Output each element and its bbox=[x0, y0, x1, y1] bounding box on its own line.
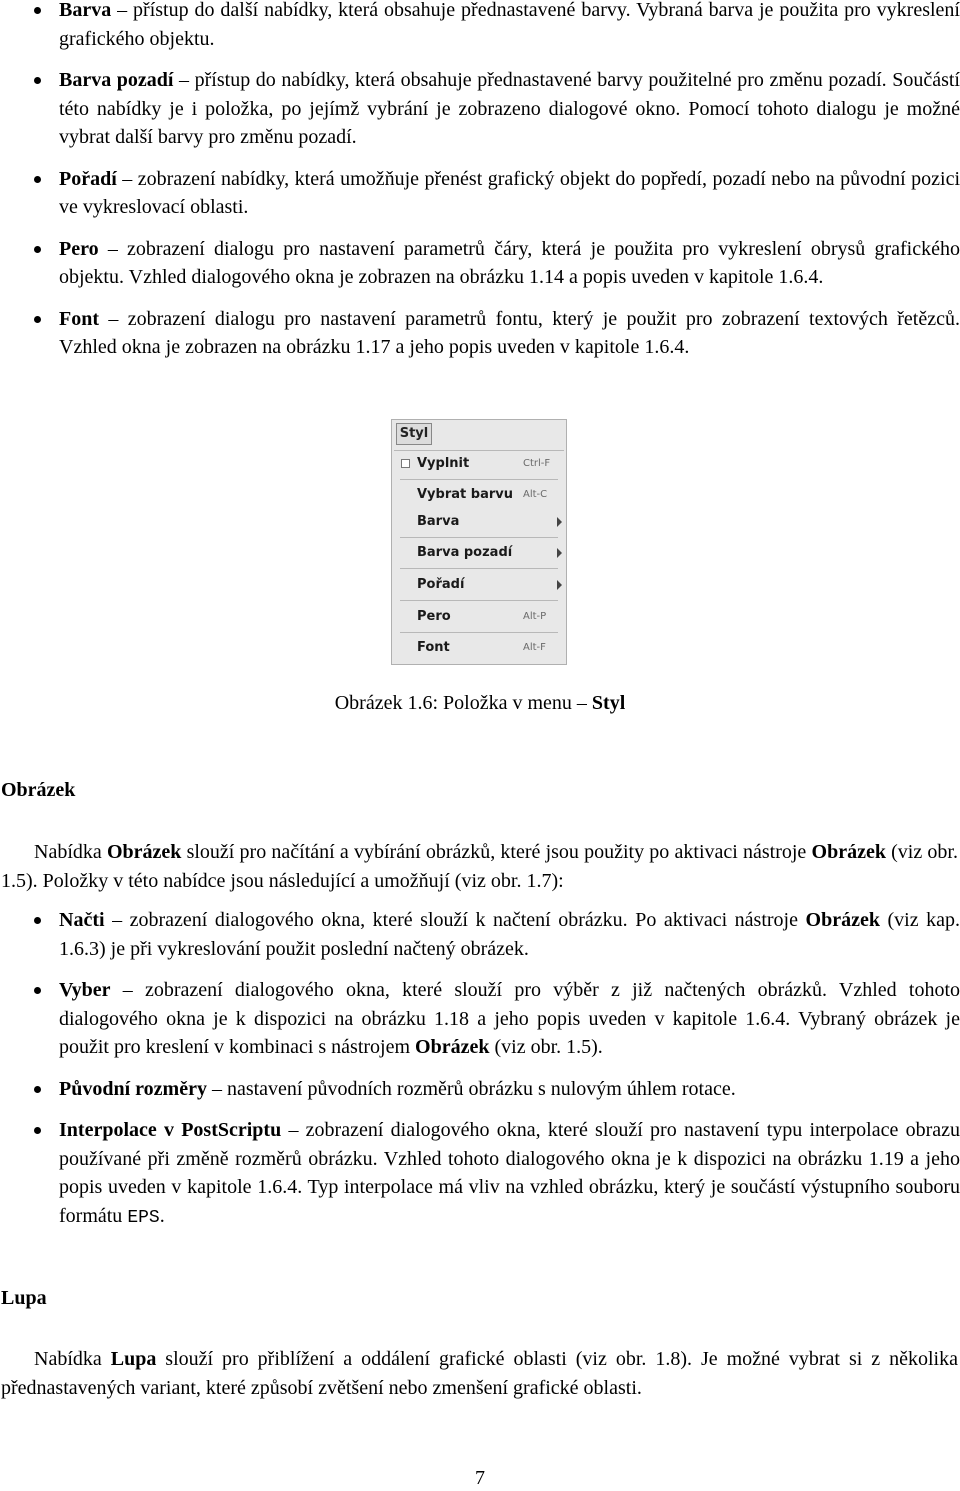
bullet bbox=[34, 1127, 41, 1134]
paragraph-obrazek: Nabídka Obrázek slouží pro načítání a vybírání obrázků, které jsou použity po aktivaci nástroje Obrázek (viz obr. 1.5). Položky v této nabídce jsou následující a umožňují (viz obr. 1.7): bbox=[1, 841, 958, 892]
menu-item-color[interactable]: Barva bbox=[392, 510, 566, 534]
figure-caption: Obrázek 1.6: Položka v menu – Styl bbox=[334, 692, 626, 714]
list-item: Vyber – zobrazení dialogového okna, které slouží pro výběr z již načtených obrázků. Vzhled tohoto dialogového okna je k dispozici na obrázku 1.18 a jeho popis uveden v kapitole 1.6.4. Vybraný obrázek je použit pro kreslení v kombinaci s nástrojem Obrázek (viz obr. 1.5). bbox=[0, 976, 960, 1062]
style-menu-screenshot bbox=[391, 419, 567, 665]
bullet bbox=[34, 987, 41, 994]
checkbox-icon[interactable] bbox=[401, 459, 410, 468]
menu-separator bbox=[400, 600, 558, 601]
item-text: – přístup do nabídky, která obsahuje přednastavené barvy použitelné pro změnu pozadí. Součástí této nabídky je i položka, po jejímž vybrání je zobrazeno dialogové okno. Pomocí tohoto dialogu je možné vybrat další barvy pro změnu pozadí. bbox=[59, 69, 960, 148]
menu-item-background-color[interactable]: Barva pozadí bbox=[392, 541, 566, 565]
bullet bbox=[34, 917, 41, 924]
item-text: – zobrazení nabídky, která umožňuje přenést grafický objekt do popředí, pozadí nebo na původní pozici ve vykreslovací oblasti. bbox=[59, 167, 960, 218]
menu-item-pick-color[interactable]: Vybrat barvu Alt-C bbox=[417, 487, 548, 502]
item-term: Pero bbox=[59, 237, 99, 260]
list-item bbox=[0, 305, 960, 362]
submenu-arrow-icon bbox=[557, 580, 562, 590]
list-item: Původní rozměry – nastavení původních rozměrů obrázku s nulovým úhlem rotace. bbox=[0, 1075, 960, 1104]
section-heading-obrazek: Obrázek bbox=[1, 779, 76, 801]
item-text: – zobrazení dialogu pro nastavení parametrů fontu, který je použit pro zobrazení textových řetězců. Vzhled okna je zobrazen na obrázku 1.17 a jeho popis uveden v kapitole 1.6.4. bbox=[59, 307, 960, 358]
bullet bbox=[34, 246, 41, 253]
item-term: Barva bbox=[59, 0, 112, 21]
bullet bbox=[34, 1086, 41, 1093]
menu-item-order[interactable]: Pořadí bbox=[392, 573, 566, 597]
bullet bbox=[34, 176, 41, 183]
submenu-arrow-icon bbox=[557, 517, 562, 527]
menu-item-font[interactable]: Font Alt-F bbox=[417, 640, 546, 655]
list-item: Interpolace v PostScriptu – zobrazení dialogového okna, které slouží pro nastavení typu interpolace obrazu používané při změně rozměrů obrázku. Vzhled tohoto dialogového okna je k dispozici na obrázku 1.19 a jeho popis uveden v kapitole 1.6.4. Typ interpolace má vliv na vzhled obrázku, který je součástí výstupního souboru formátu EPS. bbox=[0, 1116, 960, 1232]
bullet bbox=[34, 7, 41, 14]
menu-separator bbox=[400, 479, 558, 480]
page-number: 7 bbox=[475, 1467, 485, 1489]
image-menu-item-list bbox=[0, 906, 960, 1245]
menu-item-pen[interactable]: Pero Alt-P bbox=[417, 609, 547, 624]
item-term: Pořadí bbox=[59, 167, 117, 190]
menu-divider bbox=[394, 450, 564, 451]
section-heading-lupa: Lupa bbox=[1, 1287, 47, 1309]
bullet bbox=[34, 316, 41, 323]
menu-separator bbox=[400, 632, 558, 633]
item-term: Font bbox=[59, 307, 99, 330]
list-item bbox=[0, 66, 960, 152]
list-item bbox=[0, 0, 960, 53]
item-text: – přístup do další nabídky, která obsahuje přednastavené barvy. Vybraná barva je použita pro vykreslení grafického objektu. bbox=[59, 0, 960, 50]
item-text: – zobrazení dialogu pro nastavení parametrů čáry, která je použita pro vykreslení obrysů grafického objektu. Vzhled dialogového okna je zobrazen na obrázku 1.14 a popis uveden v kapitole 1.6.4. bbox=[59, 237, 960, 288]
menu-separator bbox=[400, 568, 558, 569]
menu-item-fill[interactable]: Vyplnit Ctrl-F bbox=[392, 452, 566, 476]
list-item: Načti – zobrazení dialogového okna, které slouží k načtení obrázku. Po aktivaci nástroje Obrázek (viz kap. 1.6.3) je při vykreslování použit poslední načtený obrázek. bbox=[0, 906, 960, 963]
list-item bbox=[0, 165, 960, 222]
menu-title[interactable]: Styl bbox=[396, 423, 432, 445]
submenu-arrow-icon bbox=[557, 548, 562, 558]
list-item bbox=[0, 235, 960, 292]
style-menu-item-list bbox=[0, 0, 960, 375]
item-term: Barva pozadí bbox=[59, 69, 174, 91]
bullet bbox=[34, 77, 41, 84]
paragraph-lupa: Nabídka Lupa slouží pro přiblížení a oddálení grafické oblasti (viz obr. 1.8). Je možné vybrat si z několika přednastavených variant, které způsobí zvětšení nebo zmenšení grafické oblasti. bbox=[1, 1348, 958, 1399]
menu-separator bbox=[400, 537, 558, 538]
